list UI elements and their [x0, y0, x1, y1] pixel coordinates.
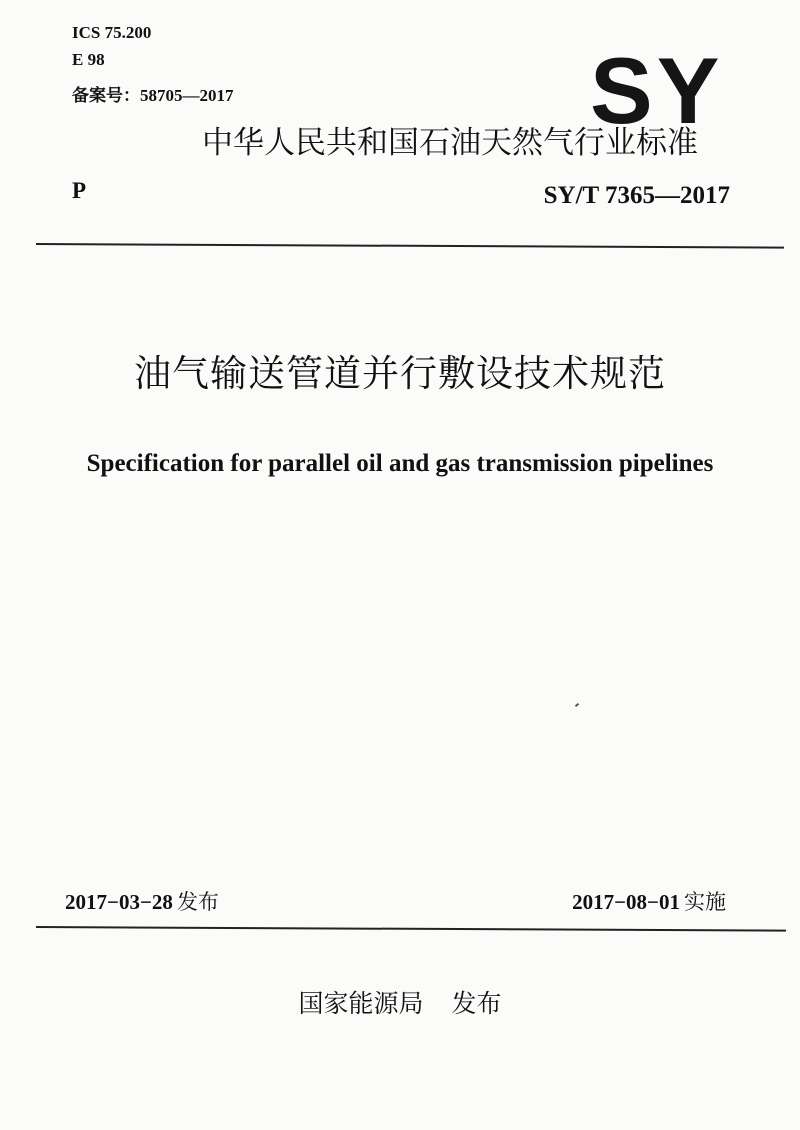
issue-date-value: 2017−03−28	[65, 890, 173, 914]
implement-date	[572, 892, 726, 913]
implement-date-label: 实施	[684, 890, 726, 914]
ics-code: ICS 75.200	[72, 23, 152, 42]
issuer-action: 发布	[451, 989, 502, 1018]
implement-date-value: 2017−08−01	[572, 890, 680, 914]
industry-standard-heading: 中华人民共和国石油天然气行业标准	[202, 125, 698, 161]
top-divider	[36, 243, 784, 249]
scan-speck	[575, 703, 579, 707]
title-english: Specification for parallel oil and gas transmission pipelines	[86, 450, 714, 477]
issue-date-label: 发布	[176, 890, 219, 914]
bottom-divider	[36, 926, 786, 932]
title-chinese: 油气输送管道并行敷设技术规范	[134, 352, 666, 395]
standard-number: SY/T 7365—2017	[543, 182, 730, 209]
ccs-code: E 98	[72, 50, 105, 69]
issuing-authority	[0, 991, 800, 1016]
sy-logo: SY	[590, 38, 724, 143]
issue-date	[65, 892, 219, 913]
issuer-name: 国家能源局	[298, 989, 424, 1018]
record-number: 备案号：58705—2017	[72, 86, 234, 105]
classification-letter: P	[72, 178, 87, 203]
